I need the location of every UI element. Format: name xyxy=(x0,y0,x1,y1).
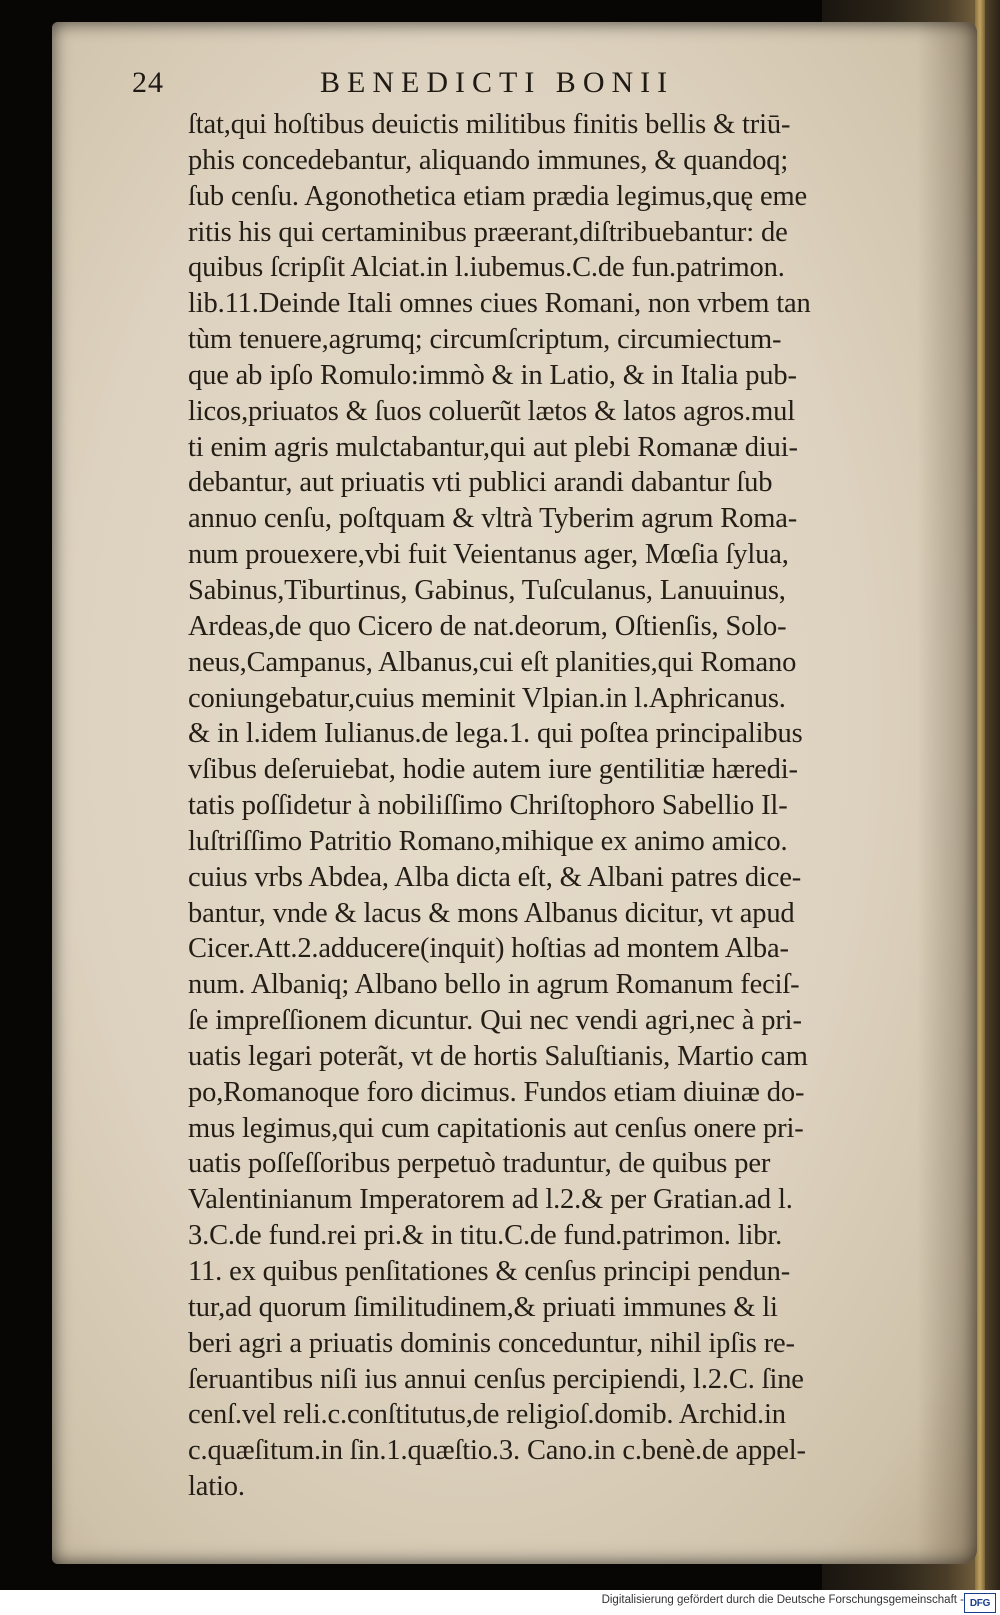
text-line: tatis poſſidetur à nobiliſſimo Chriſtophoro Sabellio Il- xyxy=(188,790,788,822)
text-line: coniungebatur,cuius meminit Vlpian.in l.Aphricanus. xyxy=(188,682,786,714)
text-line: quibus ſcripſit Alciat.in l.iubemus.C.de fun.patrimon. xyxy=(188,252,785,284)
text-line: ſeruantibus niſi ius annui cenſus percipiendi, l.2.C. ſine xyxy=(188,1363,804,1395)
text-line: ſub cenſu. Agonothetica etiam prædia legimus,quę eme xyxy=(188,180,808,212)
text-line: vſibus deſeruiebat, hodie autem iure gentilitiæ hæredi- xyxy=(188,754,798,786)
text-line: po,Romanoque foro dicimus. Fundos etiam diuinæ do- xyxy=(188,1076,805,1108)
text-line: uatis poſſeſſoribus perpetuò traduntur, de quibus per xyxy=(188,1148,771,1180)
text-line: neus,Campanus, Albanus,cui eſt planities,qui Romano xyxy=(188,646,797,678)
text-line: tur,ad quorum ſimilitudinem,& priuati immunes & li xyxy=(188,1291,778,1323)
body-text xyxy=(188,107,948,1505)
footer-bar xyxy=(0,1590,1000,1615)
funding-notice: Digitalisierung gefördert durch die Deutsche Forschungsgemeinschaft - xyxy=(601,1594,964,1606)
text-line: uatis legari poterãt, vt de hortis Saluſtianis, Martio cam xyxy=(188,1040,808,1072)
text-line: lib.11.Deinde Itali omnes ciues Romani, non vrbem tan xyxy=(188,288,811,320)
text-line: licos,priuatos & ſuos coluerũt lætos & latos agros.mul xyxy=(188,395,795,427)
text-line: cenſ.vel reli.c.conſtitutus,de religioſ.domib. Archid.in xyxy=(188,1399,786,1431)
text-line: beri agri a priuatis dominis conceduntur, nihil ipſis re- xyxy=(188,1327,795,1359)
text-line: tùm tenuere,agrumq; circumſcriptum, circumiectum- xyxy=(188,324,782,356)
text-line: Cicer.Att.2.adducere(inquit) hoſtias ad montem Alba- xyxy=(188,933,789,965)
text-line: ritis his qui certaminibus præerant,diſtribuebantur: de xyxy=(188,216,788,248)
text-line: ſe impreſſionem dicuntur. Qui nec vendi agri,nec à pri- xyxy=(188,1005,802,1037)
text-line: ſtat,qui hoſtibus deuictis militibus finitis bellis & triū- xyxy=(188,109,791,140)
text-line: ti enim agris mulctabantur,qui aut plebi Romanæ diui- xyxy=(188,431,798,463)
text-line: que ab ipſo Romulo:immò & in Latio, & in Italia pub- xyxy=(188,359,797,391)
text-line: latio. xyxy=(188,1471,245,1503)
page-number: 24 xyxy=(132,66,164,99)
text-line: debantur, aut priuatis vti publici arandi dabantur ſub xyxy=(188,467,773,499)
text-line: cuius vrbs Abdea, Alba dicta eſt, & Albani patres dice- xyxy=(188,861,802,893)
text-line: luſtriſſimo Patritio Romano,mihique ex animo amico. xyxy=(188,825,788,857)
text-line: c.quæſitum.in ſin.1.quæſtio.3. Cano.in c.benè.de appel- xyxy=(188,1435,806,1467)
text-line: annuo cenſu, poſtquam & vltrà Tyberim agrum Roma- xyxy=(188,503,798,535)
page-header xyxy=(132,60,902,108)
text-line: 11. ex quibus penſitationes & cenſus principi pendun- xyxy=(188,1256,791,1287)
text-line: phis concedebantur, aliquando immunes, & quandoq; xyxy=(188,144,789,176)
dfg-logo-label: DFG xyxy=(969,1597,991,1609)
text-line: 3.C.de fund.rei pri.& in titu.C.de fund.patrimon. libr. xyxy=(188,1220,783,1252)
text-line: mus legimus,qui cum capitationis aut cenſus onere pri- xyxy=(188,1112,804,1144)
text-line: & in l.idem Iulianus.de lega.1. qui poſtea principalibus xyxy=(188,718,803,750)
text-line: Valentinianum Imperatorem ad l.2.& per Gratian.ad l. xyxy=(188,1184,793,1216)
running-title: BENEDICTI BONII xyxy=(320,66,675,99)
text-line: Ardeas,de quo Cicero de nat.deorum, Oſtienſis, Solo- xyxy=(188,610,787,642)
text-line: Sabinus,Tiburtinus, Gabinus, Tuſculanus, Lanuuinus, xyxy=(188,574,786,606)
text-line: bantur, vnde & lacus & mons Albanus dicitur, vt apud xyxy=(188,897,795,929)
text-line: num prouexere,vbi fuit Veientanus ager, Mœſia ſylua, xyxy=(188,539,789,571)
dfg-logo-icon[interactable] xyxy=(964,1593,996,1613)
text-line: num. Albaniq; Albano bello in agrum Romanum feciſ- xyxy=(188,969,800,1001)
